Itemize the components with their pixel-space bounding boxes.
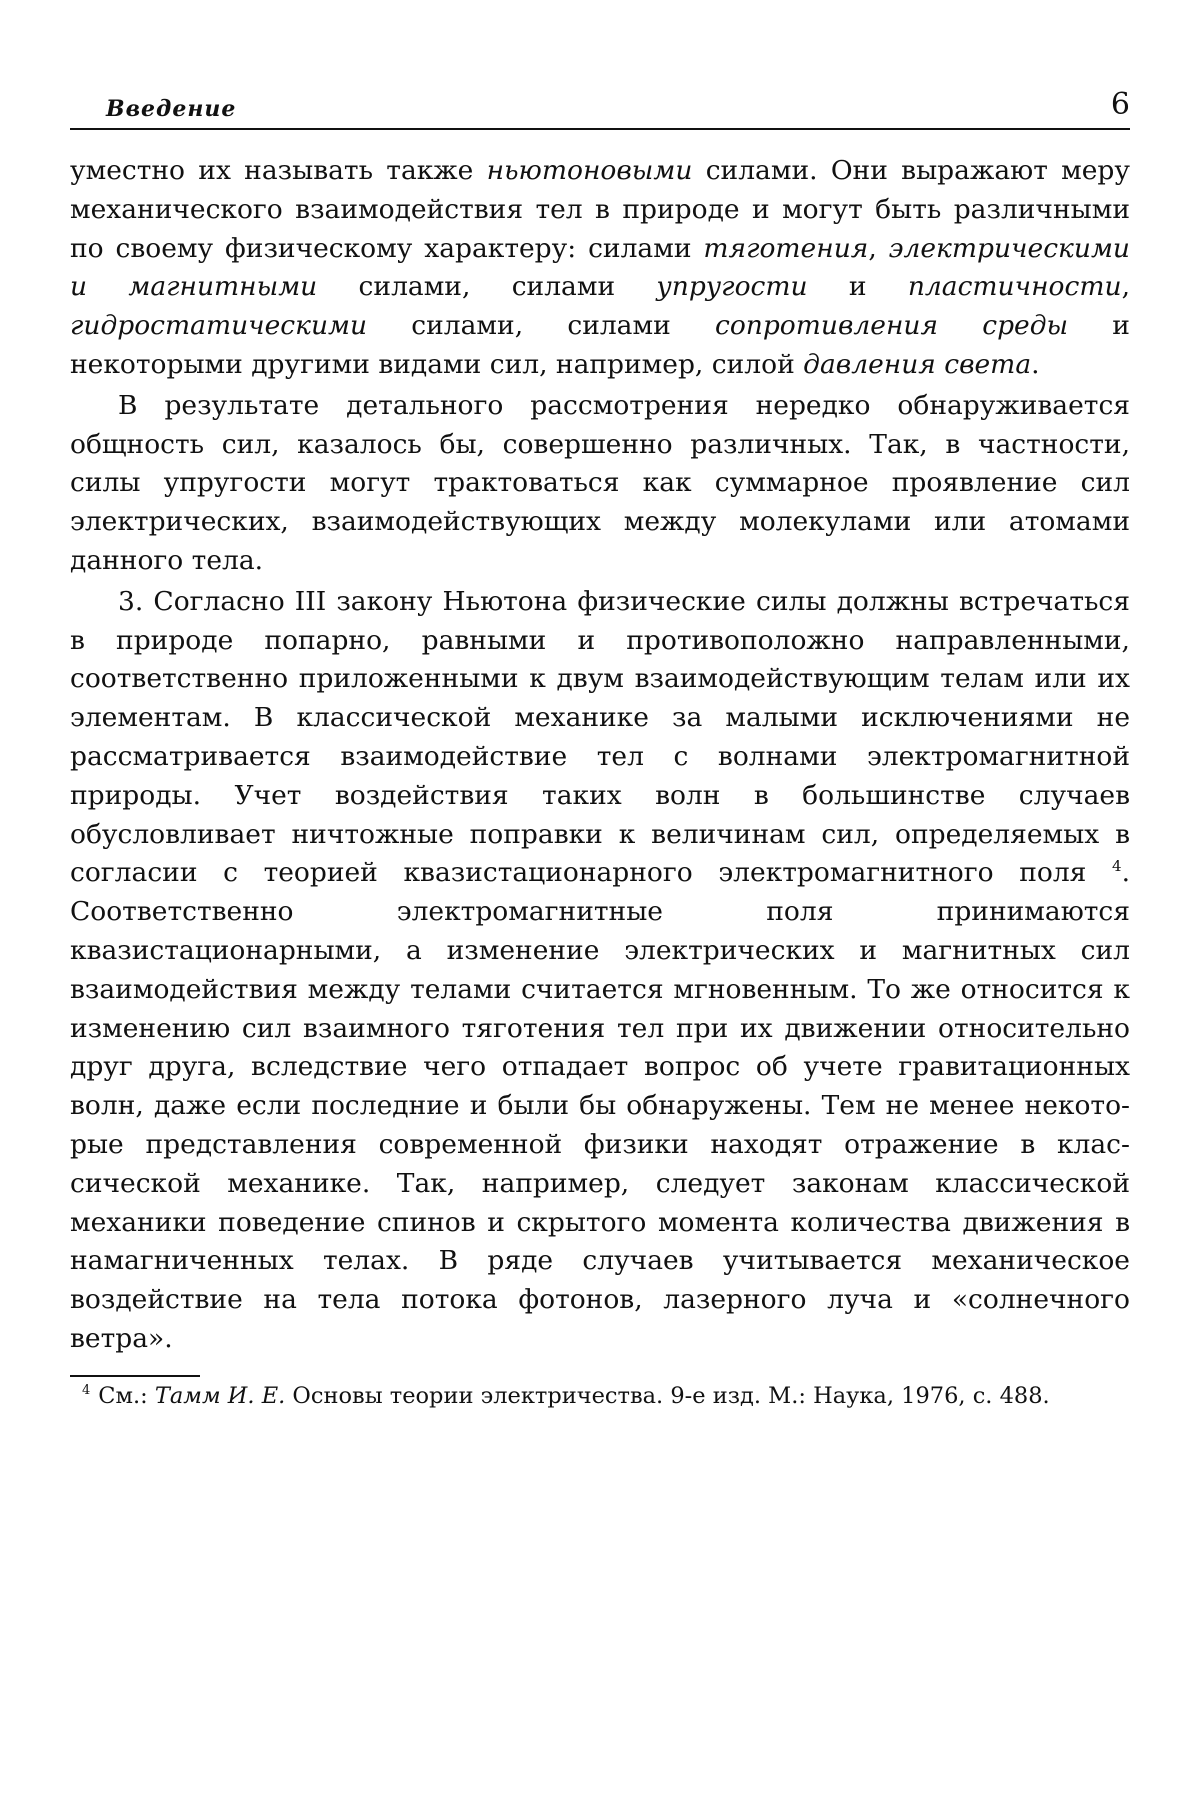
emphasis-term: электрическими и магнитными <box>70 232 1130 303</box>
running-head <box>70 82 1130 130</box>
footnote <box>70 1381 1130 1411</box>
emphasis-term: гидростатическими <box>70 310 368 342</box>
page-number: 6 <box>1110 87 1130 122</box>
footnote-rule <box>70 1375 200 1377</box>
emphasis-term: давления света <box>803 348 1032 380</box>
paragraph-text: и <box>807 271 908 303</box>
paragraph-text: силами. Они выражают меру механического взаимодействия тел в природе и могут быть различными по своему физическому характеру: силами <box>70 155 1130 264</box>
emphasis-term: упругости <box>656 271 808 303</box>
footnote-lead: См.: <box>98 1382 155 1409</box>
book-page <box>70 82 1130 1411</box>
paragraph-2: В результате детального рассмотрения нередко обнаруживается общность сил, казалось бы, совершенно различных. Так, в частности, силы упругости могут трактоваться как суммарное проявление сил электрических, взаимодействующих между молекулами или атомами данного тела. <box>70 389 1130 576</box>
paragraph-text: , <box>1121 271 1130 303</box>
footnote-mark: 4 <box>82 1383 91 1399</box>
paragraph-3 <box>70 583 1130 1359</box>
body-text <box>70 152 1130 1359</box>
paragraph-text: уместно их называть также <box>70 155 487 186</box>
footnote-citation: Основы теории электричества. 9-е изд. М.: Наука, 1976, с. 488. <box>285 1382 1050 1409</box>
paragraph-text: . Соответственно электромагнитные поля принимаются квазистационарными, а изменение электрических и магнитных сил взаимодействия между телами считается мгновенным. То же относится к изменению сил взаимного тяготения тел при их движении относительно друг друга, вследствие чего отпадает вопрос об учете гравитационных волн, даже если последние и были бы обнаружены. Тем не менее некоторые представления современной физики находят отражение в классической механике. Так, например, следует законам классической механики поведение спинов и скрытого момента количества движения в намагниченных телах. В ряде случаев учитывается механическое воздействие на тела потока фотонов, лазерного луча и «солнечного ветра». <box>70 857 1130 1354</box>
paragraph-text: , <box>868 232 889 264</box>
emphasis-term: тяготения <box>703 232 869 264</box>
emphasis-term: сопротивления среды <box>714 310 1069 342</box>
paragraph-text: . <box>1031 348 1040 380</box>
paragraph-text: и некоторыми другими видами сил, например, силой <box>70 310 1130 380</box>
footnote-author: Тамм И. Е. <box>154 1382 286 1409</box>
paragraph-text: силами, силами <box>367 310 715 342</box>
footnote-reference: 4 <box>1112 857 1122 876</box>
emphasis-term: пластичности <box>907 271 1122 303</box>
paragraph-1 <box>70 152 1130 385</box>
paragraph-text: 3. Согласно III закону Ньютона физические силы должны встречаться в природе попарно, равными и противоположно направленными, соответственно приложенными к двум взаимодействующим телам или их элементам. В классической механике за малыми исключениями не рассматривается взаимодействие тел с волнами электромагнитной природы. Учет воздействия таких волн в большинстве случаев обусловливает ничтожные поправки к величинам сил, определяемых в согласии с теорией квазистационарного электромагнитного поля <box>70 585 1130 889</box>
running-title: Введение <box>106 96 237 122</box>
emphasis-term: ньютоновыми <box>486 155 693 186</box>
paragraph-text: силами, силами <box>317 271 657 303</box>
